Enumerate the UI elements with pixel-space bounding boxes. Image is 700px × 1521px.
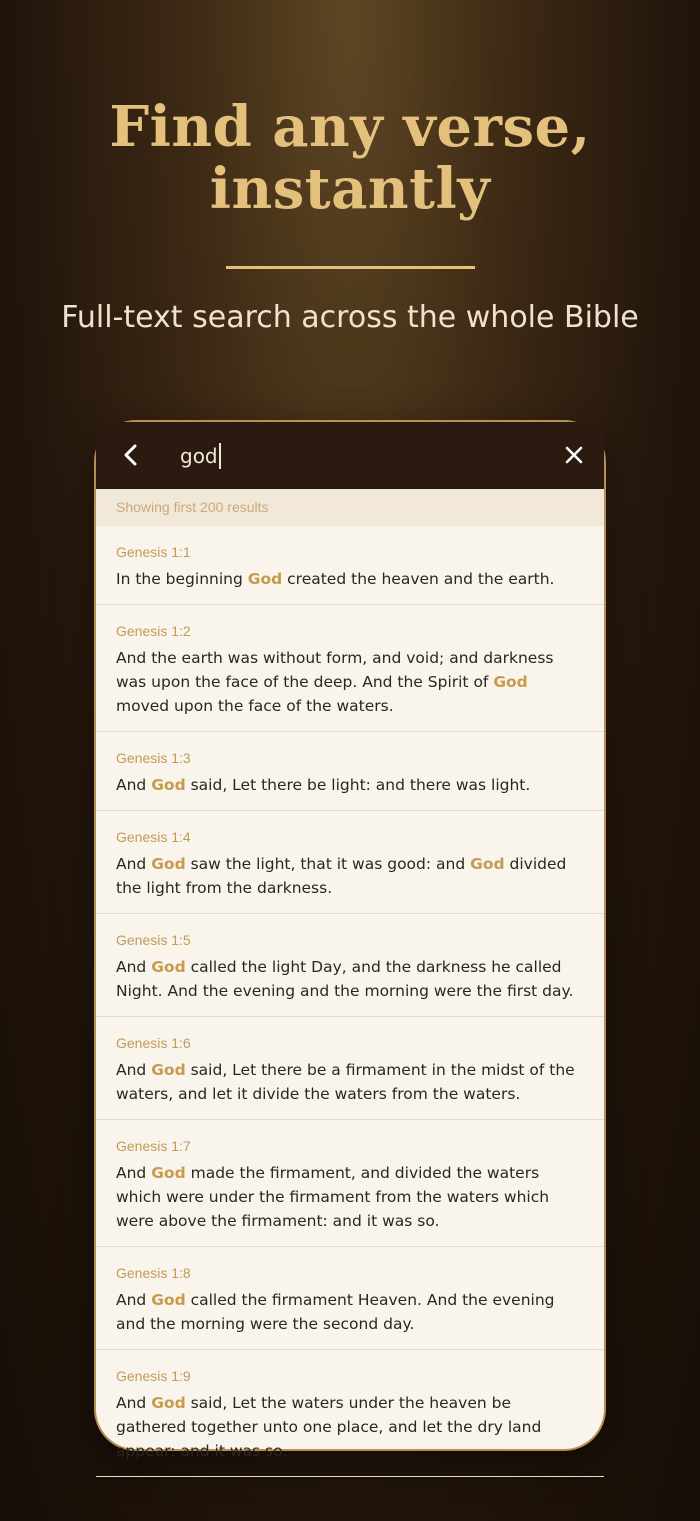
verse-text-segment: And <box>116 1291 152 1309</box>
result-item[interactable] <box>96 1017 604 1120</box>
hero-title <box>0 96 700 220</box>
search-match-highlight: God <box>151 1061 186 1079</box>
search-match-highlight: God <box>470 855 505 873</box>
verse-text <box>116 1161 584 1233</box>
verse-text-segment: And the earth was without form, and void; and darkness was upon the face of the deep. And the Spirit of <box>116 649 554 691</box>
result-item[interactable] <box>96 1350 604 1477</box>
close-icon <box>558 439 590 471</box>
hero-divider <box>226 266 475 269</box>
chevron-left-icon <box>114 438 148 472</box>
verse-text <box>116 773 584 797</box>
verse-reference: Genesis 1:4 <box>116 829 191 845</box>
verse-text-segment: called the firmament Heaven. And the evening and the morning were the second day. <box>116 1291 555 1333</box>
verse-text-segment: And <box>116 1394 152 1412</box>
hero-subtitle: Full-text search across the whole Bible <box>61 300 639 335</box>
verse-reference: Genesis 1:9 <box>116 1368 191 1384</box>
verse-reference: Genesis 1:2 <box>116 623 191 639</box>
verse-text-segment: In the beginning <box>116 570 248 588</box>
result-item[interactable] <box>96 732 604 811</box>
hero-title-line1: Find any verse, <box>109 94 591 160</box>
search-input[interactable] <box>180 438 560 474</box>
search-match-highlight: God <box>151 776 186 794</box>
search-match-highlight: God <box>493 673 528 691</box>
verse-text-segment: created the heaven and the earth. <box>282 570 555 588</box>
verse-text-segment: said, Let there be light: and there was light. <box>185 776 531 794</box>
verse-text <box>116 1058 584 1106</box>
search-match-highlight: God <box>151 958 186 976</box>
verse-text-segment: And <box>116 1061 152 1079</box>
verse-text <box>116 955 584 1003</box>
results-count-label: Showing first 200 results <box>96 489 604 526</box>
verse-reference: Genesis 1:3 <box>116 750 191 766</box>
verse-text-segment: And <box>116 958 152 976</box>
hero-title-line2: instantly <box>209 156 491 222</box>
result-item[interactable] <box>96 914 604 1017</box>
verse-text-segment: And <box>116 855 152 873</box>
verse-text-segment: saw the light, that it was good: and <box>185 855 471 873</box>
search-match-highlight: God <box>151 1394 186 1412</box>
result-item[interactable] <box>96 1120 604 1247</box>
verse-text <box>116 1288 584 1336</box>
result-item[interactable] <box>96 1247 604 1350</box>
text-caret <box>219 443 221 469</box>
verse-reference: Genesis 1:6 <box>116 1035 191 1051</box>
verse-text-segment: said, Let the waters under the heaven be gathered together unto one place, and let the dry land appear: and it was so. <box>116 1394 542 1460</box>
result-item[interactable] <box>96 526 604 605</box>
results-list[interactable] <box>96 526 604 1460</box>
verse-text-segment: moved upon the face of the waters. <box>116 697 394 715</box>
back-button[interactable] <box>114 438 148 472</box>
clear-search-button[interactable] <box>558 439 590 471</box>
phone-frame <box>94 420 606 1460</box>
verse-reference: Genesis 1:8 <box>116 1265 191 1281</box>
verse-text <box>116 1391 584 1463</box>
verse-text <box>116 646 584 718</box>
verse-text-segment: And <box>116 1164 152 1182</box>
search-match-highlight: God <box>151 1291 186 1309</box>
verse-text <box>116 852 584 900</box>
verse-text <box>116 567 584 591</box>
search-match-highlight: God <box>151 855 186 873</box>
search-match-highlight: God <box>151 1164 186 1182</box>
result-item[interactable] <box>96 811 604 914</box>
verse-text-segment: called the light Day, and the darkness he called Night. And the evening and the morning were the first day. <box>116 958 574 1000</box>
verse-text-segment: divided the light from the darkness. <box>116 855 567 897</box>
verse-text-segment: made the firmament, and divided the waters which were under the firmament from the waters which were above the firmament: and it was so. <box>116 1164 550 1230</box>
verse-reference: Genesis 1:7 <box>116 1138 191 1154</box>
search-bar <box>96 422 604 489</box>
verse-text-segment: And <box>116 776 152 794</box>
search-query: god <box>180 444 218 468</box>
verse-reference: Genesis 1:5 <box>116 932 191 948</box>
result-item[interactable] <box>96 605 604 732</box>
search-match-highlight: God <box>247 570 283 588</box>
verse-text-segment: said, Let there be a firmament in the midst of the waters, and let it divide the waters from the waters. <box>116 1061 575 1103</box>
verse-reference: Genesis 1:1 <box>116 544 191 560</box>
